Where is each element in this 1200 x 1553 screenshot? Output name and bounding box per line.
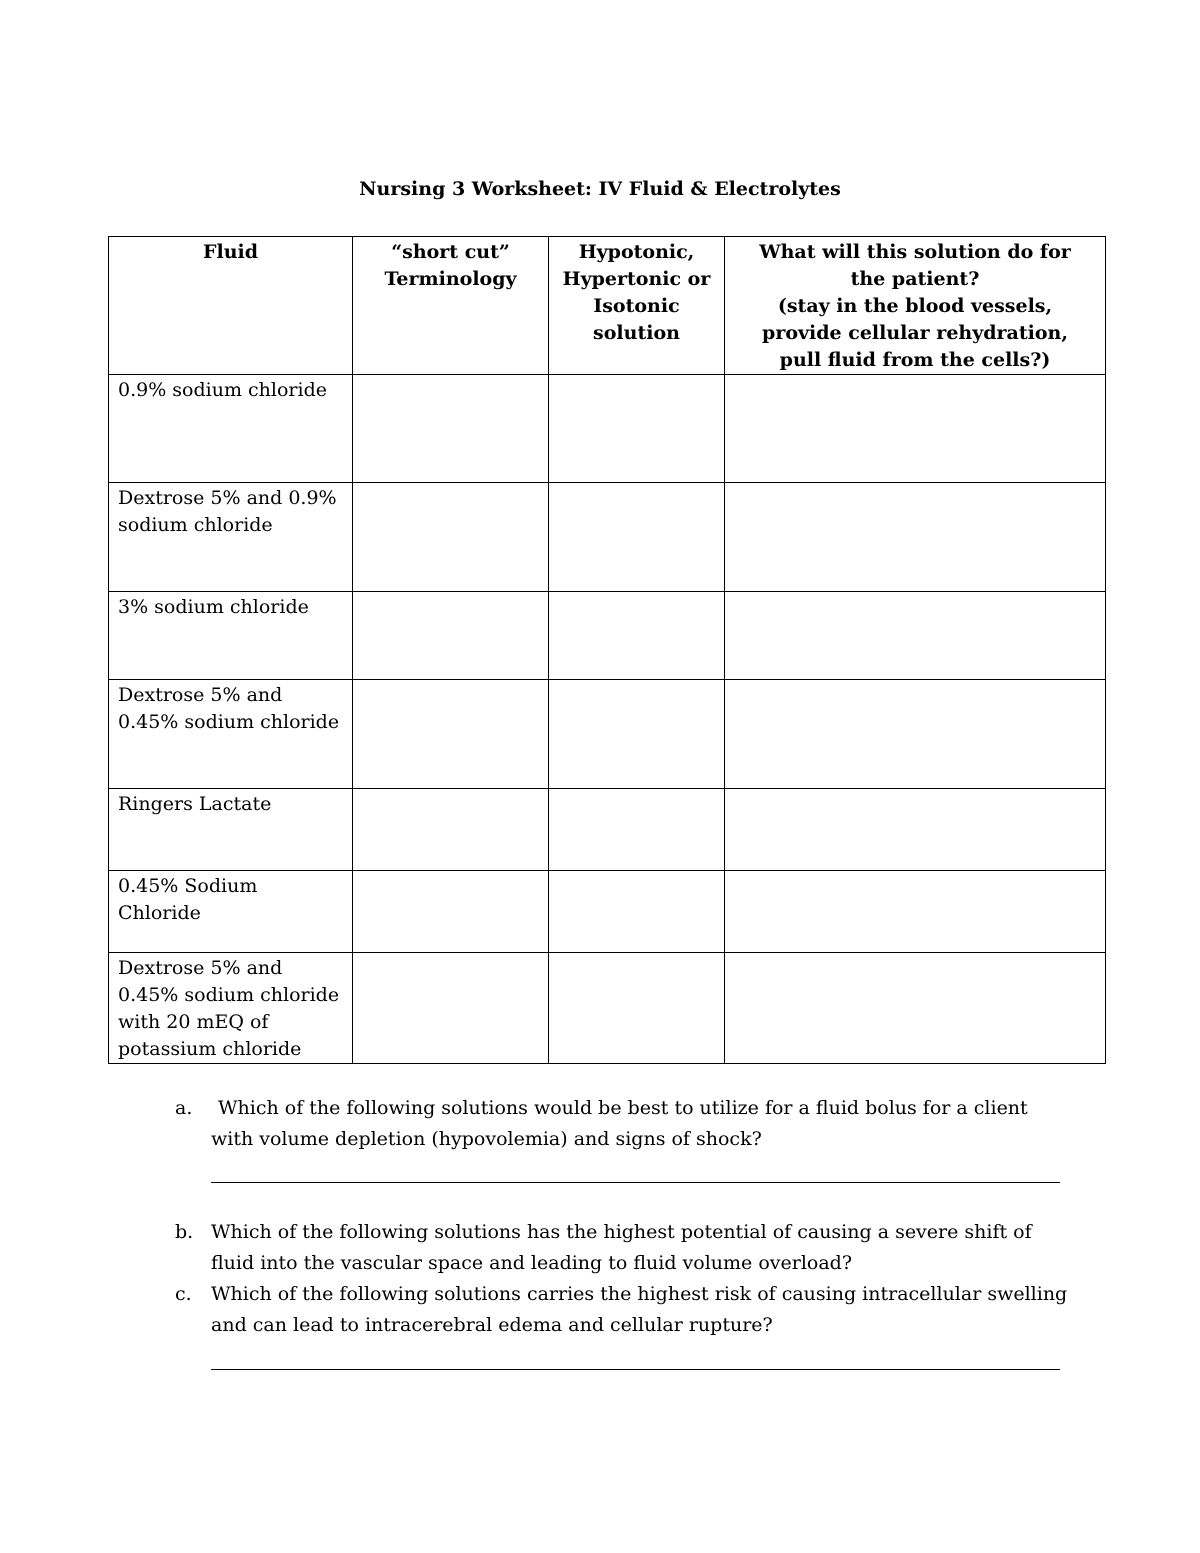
- header-tonicity-line: solution: [593, 322, 680, 344]
- tonicity-answer-cell[interactable]: [549, 483, 725, 592]
- fluid-cell: 0.45% Sodium Chloride: [109, 871, 353, 953]
- fluid-cell: 0.9% sodium chloride: [109, 375, 353, 483]
- effect-answer-cell[interactable]: [725, 483, 1106, 592]
- effect-answer-cell[interactable]: [725, 592, 1106, 680]
- shortcut-answer-cell[interactable]: [353, 483, 549, 592]
- table-row: [109, 592, 1106, 680]
- question-text: Which of the following solutions has the highest potential of causing a severe shift of fluid into the vascular space and leading to fluid volume overload?: [211, 1221, 1032, 1274]
- fluid-cell: Ringers Lactate: [109, 789, 353, 871]
- header-shortcut-line: Terminology: [384, 268, 517, 290]
- tonicity-answer-cell[interactable]: [549, 953, 725, 1064]
- header-fluid: [109, 237, 353, 375]
- header-effect-line: provide cellular rehydration,: [762, 322, 1068, 344]
- effect-answer-cell[interactable]: [725, 871, 1106, 953]
- table-row: [109, 680, 1106, 789]
- question-letter: b.: [175, 1221, 194, 1243]
- header-fluid-label: Fluid: [202, 241, 259, 263]
- tonicity-answer-cell[interactable]: [549, 375, 725, 483]
- tonicity-answer-cell[interactable]: [549, 871, 725, 953]
- table-header-row: [109, 237, 1106, 375]
- header-effect-line: What will this solution do for: [759, 241, 1071, 263]
- table-row: [109, 953, 1106, 1064]
- header-tonicity-line: Hypertonic or: [562, 268, 711, 290]
- table-row: [109, 483, 1106, 592]
- answer-line[interactable]: [211, 1369, 1060, 1370]
- fluid-cell: Dextrose 5% and 0.45% sodium chloride with 20 mEQ of potassium chloride: [109, 953, 353, 1064]
- answer-line[interactable]: [211, 1182, 1060, 1183]
- header-shortcut-terminology: [353, 237, 549, 375]
- table-row: [109, 375, 1106, 483]
- page-title: Nursing 3 Worksheet: IV Fluid & Electrolytes: [359, 178, 841, 200]
- question-text: Which of the following solutions carries the highest risk of causing intracellular swelling and can lead to intracerebral edema and cellular rupture?: [211, 1283, 1068, 1336]
- question-letter: a.: [175, 1097, 193, 1119]
- header-effect-line: pull fluid from the cells?): [779, 349, 1051, 371]
- header-tonicity: [549, 237, 725, 375]
- effect-answer-cell[interactable]: [725, 375, 1106, 483]
- header-shortcut-line: “short cut”: [391, 241, 510, 263]
- fluid-cell: Dextrose 5% and 0.9% sodium chloride: [109, 483, 353, 592]
- header-tonicity-line: Isotonic: [593, 295, 680, 317]
- fluid-cell: 3% sodium chloride: [109, 592, 353, 680]
- question-letter: c.: [175, 1283, 192, 1305]
- header-tonicity-line: Hypotonic,: [578, 241, 695, 263]
- table-row: [109, 789, 1106, 871]
- fluid-worksheet-table: [108, 236, 1106, 1064]
- effect-answer-cell[interactable]: [725, 953, 1106, 1064]
- effect-answer-cell[interactable]: [725, 680, 1106, 789]
- shortcut-answer-cell[interactable]: [353, 789, 549, 871]
- tonicity-answer-cell[interactable]: [549, 789, 725, 871]
- shortcut-answer-cell[interactable]: [353, 680, 549, 789]
- effect-answer-cell[interactable]: [725, 789, 1106, 871]
- table-row: [109, 871, 1106, 953]
- tonicity-answer-cell[interactable]: [549, 680, 725, 789]
- shortcut-answer-cell[interactable]: [353, 953, 549, 1064]
- header-effect-line: (stay in the blood vessels,: [777, 295, 1053, 317]
- header-patient-effect: [725, 237, 1106, 375]
- question-text: Which of the following solutions would be best to utilize for a fluid bolus for a client with volume depletion (hypovolemia) and signs of shock?: [211, 1097, 1028, 1150]
- header-effect-line: the patient?: [850, 268, 980, 290]
- shortcut-answer-cell[interactable]: [353, 871, 549, 953]
- tonicity-answer-cell[interactable]: [549, 592, 725, 680]
- fluid-cell: Dextrose 5% and 0.45% sodium chloride: [109, 680, 353, 789]
- shortcut-answer-cell[interactable]: [353, 592, 549, 680]
- shortcut-answer-cell[interactable]: [353, 375, 549, 483]
